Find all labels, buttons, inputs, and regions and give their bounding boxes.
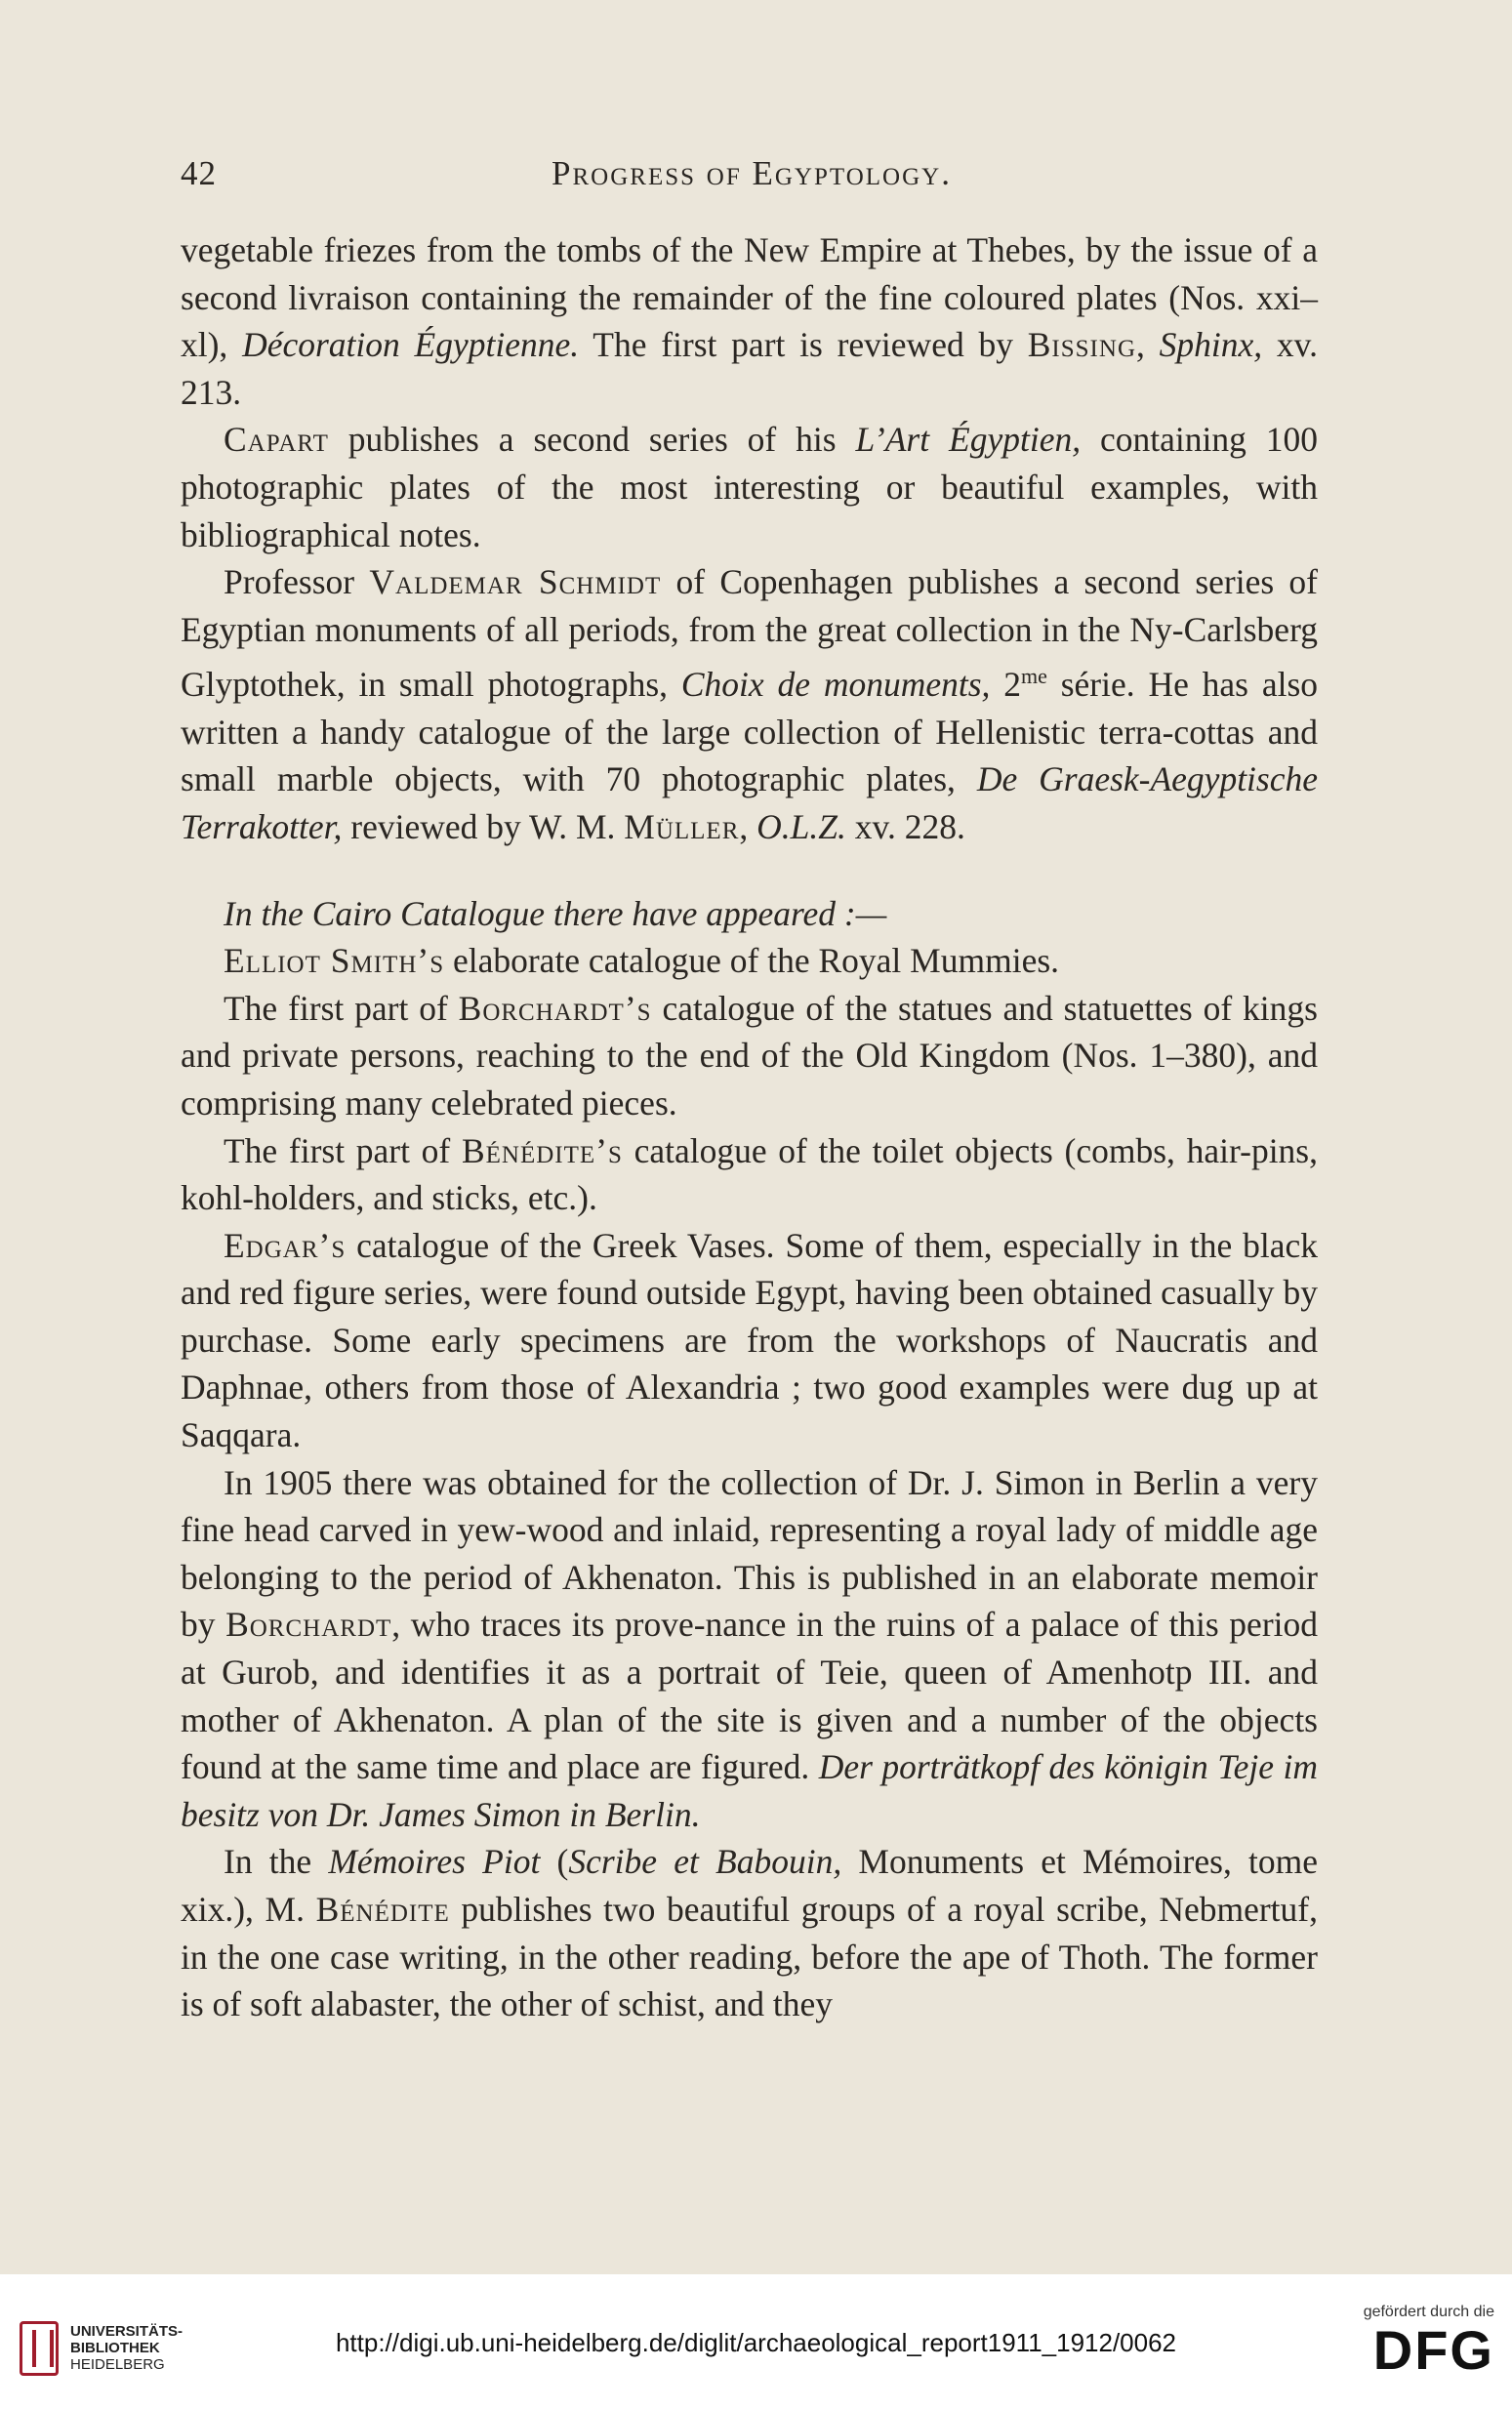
page-number: 42 (181, 154, 217, 192)
body-text (181, 226, 1318, 2028)
paragraph: Professor Valdemar Schmidt of Copenhagen publishes a second series of Egyptian monuments of all periods, from the great collection in the Ny-Carlsberg Glyptothek, in small photographs, Choix de monuments, $2^{me}$ série. He has also written a handy catalogue of the large collection of Hellenistic terra-cottas and small marble objects, with 70 photographic plates, De Graesk-Aegyptische Terrakotter, reviewed by W. M. Müller, O.L.Z. xv. 228. (181, 562, 1319, 846)
paragraph: vegetable friezes from the tombs of the New Empire at Thebes, by the issue of a second livraison containing the remainder of the fine coloured plates (Nos. xxi–xl), Décoration Égyptienne. The first part is reviewed by Bissing, Sphinx, xv. 213. (181, 230, 1319, 412)
source-url-link[interactable]: http://digi.ub.uni-heidelberg.de/diglit/archaeological_report1911_1912/0062 (335, 2328, 1177, 2357)
page-header (181, 154, 1323, 203)
paragraph: The first part of Borchardt’s catalogue of the statues and statuettes of kings and private persons, reaching to the end of the Old Kingdom (Nos. 1–380), and comprising many celebrated pieces. (181, 988, 1318, 1123)
library-name-line: BIBLIOTHEK (70, 2340, 160, 2356)
running-head: Progress of Egyptology. (552, 154, 952, 192)
paragraph: Edgar’s catalogue of the Greek Vases. Some of them, especially in the black and red figure series, were found outside Egypt, having been obtained casually by purchase. Some early specimens are from the workshops of Naucratis and Daphnae, others from those of Alexandria ; two good examples were dug up at Saqqara. (181, 1225, 1318, 1455)
footer-bar (0, 2274, 1512, 2409)
dfg-logo-icon: DFG (1372, 2319, 1494, 2381)
section-intro: In the Cairo Catalogue there have appeared :— (224, 893, 887, 933)
paragraph: Elliot Smith’s elaborate catalogue of the Royal Mummies. (224, 941, 1060, 981)
library-name-line: HEIDELBERG (70, 2356, 165, 2373)
funder-logo[interactable] (1319, 2304, 1494, 2401)
funder-caption: gefördert durch die (1363, 2304, 1494, 2320)
library-name-line: UNIVERSITÄTS- (70, 2323, 184, 2340)
paragraph: In 1905 there was obtained for the collection of Dr. J. Simon in Berlin a very fine head carved in yew-wood and inlaid, representing a royal lady of middle age belonging to the period of Akhenaton. This is published in an elaborate memoir by Borchardt, who traces its prove-nance in the ruins of a palace of this period at Gurob, and identifies it as a portrait of Teie, queen of Amenhotp III. and mother of Akhenaton. A plan of the site is given and a number of the objects found at the same time and place are figured. Der porträtkopf des königin Teje im besitz von Dr. James Simon in Berlin. (181, 1462, 1319, 1834)
paragraph: Capart publishes a second series of his L’Art Égyptien, containing 100 photographic plates of the most interesting or beautiful examples, with bibliographical notes. (181, 420, 1318, 554)
paragraph: The first part of Bénédite’s catalogue of the toilet objects (combs, hair-pins, kohl-holders, and sticks, etc.). (181, 1130, 1318, 1218)
paragraph: In the Mémoires Piot (Scribe et Babouin, Monuments et Mémoires, tome xix.), M. Bénédite publishes two beautiful groups of a royal scribe, Nebmertuf, in the one case writing, in the other reading, before the ape of Thoth. The former is of soft alabaster, the other of schist, and they (181, 1842, 1318, 2024)
